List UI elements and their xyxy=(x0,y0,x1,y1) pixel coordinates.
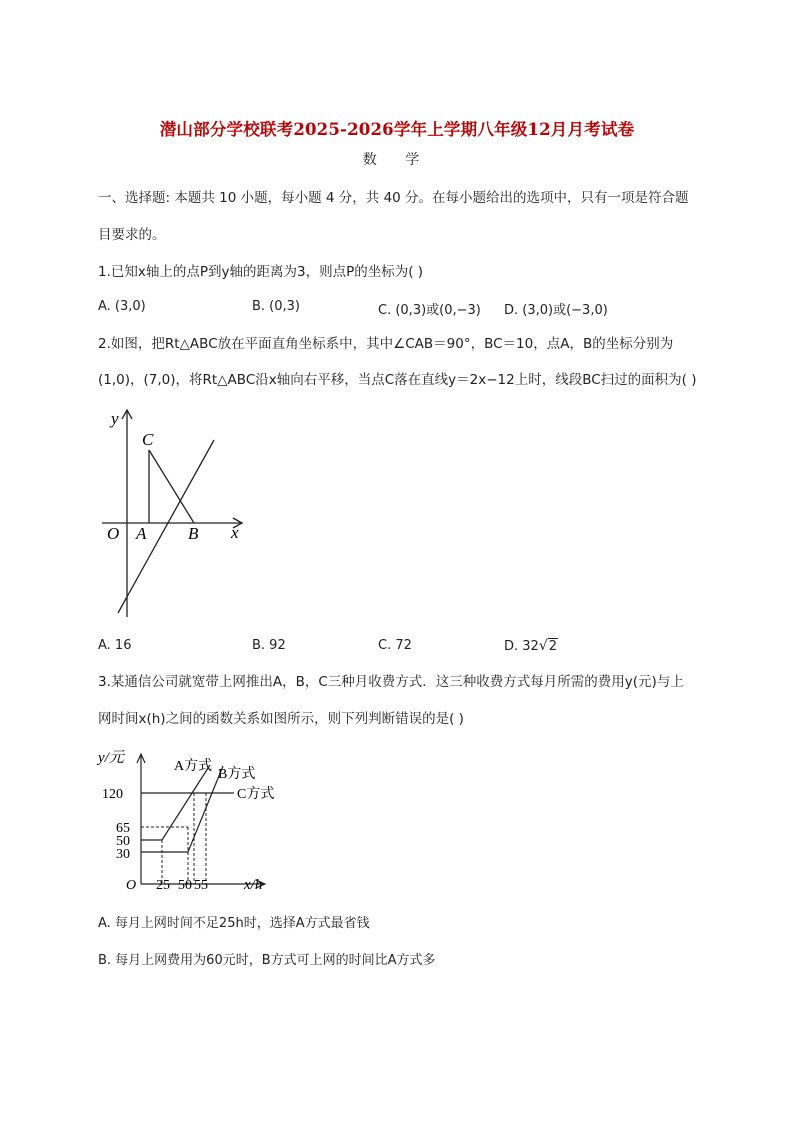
q1-option-b: B. (0,3) xyxy=(252,299,301,314)
q3-y-tick-120: 120 xyxy=(102,787,123,802)
q3-x-tick-55: 55 xyxy=(194,878,208,893)
q2-option-b: B. 92 xyxy=(252,638,286,653)
q2-stem-line-2: (1,0)，(7,0)，将Rt△ABC沿x轴向右平移，当点C落在直线y＝2x−12上时，线段BC扫过的面积为( ) xyxy=(98,372,697,388)
q3-y-tick-30: 30 xyxy=(116,847,130,862)
q2-label-y: y xyxy=(111,409,119,428)
q1-option-d: D. (3,0)或(−3,0) xyxy=(504,303,608,318)
q2-label-o: O xyxy=(107,524,120,543)
q2-line-y-2x-12 xyxy=(118,440,214,613)
q3-y-tick-65: 65 xyxy=(116,821,130,836)
q3-x-tick-25: 25 xyxy=(156,878,170,893)
q3-x-axis-label: x/h xyxy=(244,877,263,893)
exam-title: 潜山部分学校联考2025-2026学年上学期八年级12月月考试卷 xyxy=(159,120,635,139)
q3-y-tick-50: 50 xyxy=(116,834,130,849)
q2-label-b: B xyxy=(188,524,199,543)
q3-y-axis-label: y/元 xyxy=(98,750,124,766)
q2-option-d xyxy=(504,638,558,654)
q2-label-x: x xyxy=(231,523,239,542)
q2-label-c: C xyxy=(142,430,154,449)
section-instruction-line-2: 目要求的。 xyxy=(98,227,166,243)
q2-segment-cb xyxy=(149,450,194,523)
q3-fee-graph xyxy=(96,742,286,894)
q3-option-a: A. 每月上网时间不足25h时，选择A方式最省钱 xyxy=(98,916,370,931)
q3-b-plan-label: B方式 xyxy=(218,767,256,782)
q1-option-c: C. (0,3)或(0,−3) xyxy=(378,303,481,318)
exam-subject: 数 学 xyxy=(362,152,432,168)
section-instruction-line-1: 一、选择题: 本题共 10 小题，每小题 4 分，共 40 分。在每小题给出的选项中，只有一项是符合题 xyxy=(98,190,689,206)
sqrt-icon: √ xyxy=(538,638,548,654)
q1-option-a: A. (3,0) xyxy=(98,299,146,314)
q3-option-b: B. 每月上网费用为60元时，B方式可上网的时间比A方式多 xyxy=(98,953,436,968)
q3-c-plan-label: C方式 xyxy=(237,787,275,802)
q2-option-d-text: D. 32 xyxy=(504,639,539,654)
q1-stem: 1.已知x轴上的点P到y轴的距离为3，则点P的坐标为( ) xyxy=(98,264,424,280)
q3-stem-line-1: 3.某通信公司就宽带上网推出A，B，C三种月收费方式．这三种收费方式每月所需的费用y(元)与上 xyxy=(98,674,684,690)
q2-stem-line-1: 2.如图，把Rt△ABC放在平面直角坐标系中，其中∠CAB＝90°，BC＝10，点A，B的坐标分别为 xyxy=(98,336,674,352)
q3-x-tick-50: 50 xyxy=(178,878,192,893)
q3-stem-line-2: 网时间x(h)之间的函数关系如图所示，则下列判断错误的是( ) xyxy=(98,711,464,727)
q3-a-plan-label: A方式 xyxy=(174,759,213,774)
q2-coordinate-figure xyxy=(100,405,260,620)
q3-a-plan-line xyxy=(141,765,210,840)
q3-origin: O xyxy=(126,878,137,893)
q2-label-a: A xyxy=(136,524,147,543)
q2-option-d-radicand: 2 xyxy=(548,639,558,654)
q2-option-c: C. 72 xyxy=(378,638,412,653)
q2-option-a: A. 16 xyxy=(98,638,132,653)
